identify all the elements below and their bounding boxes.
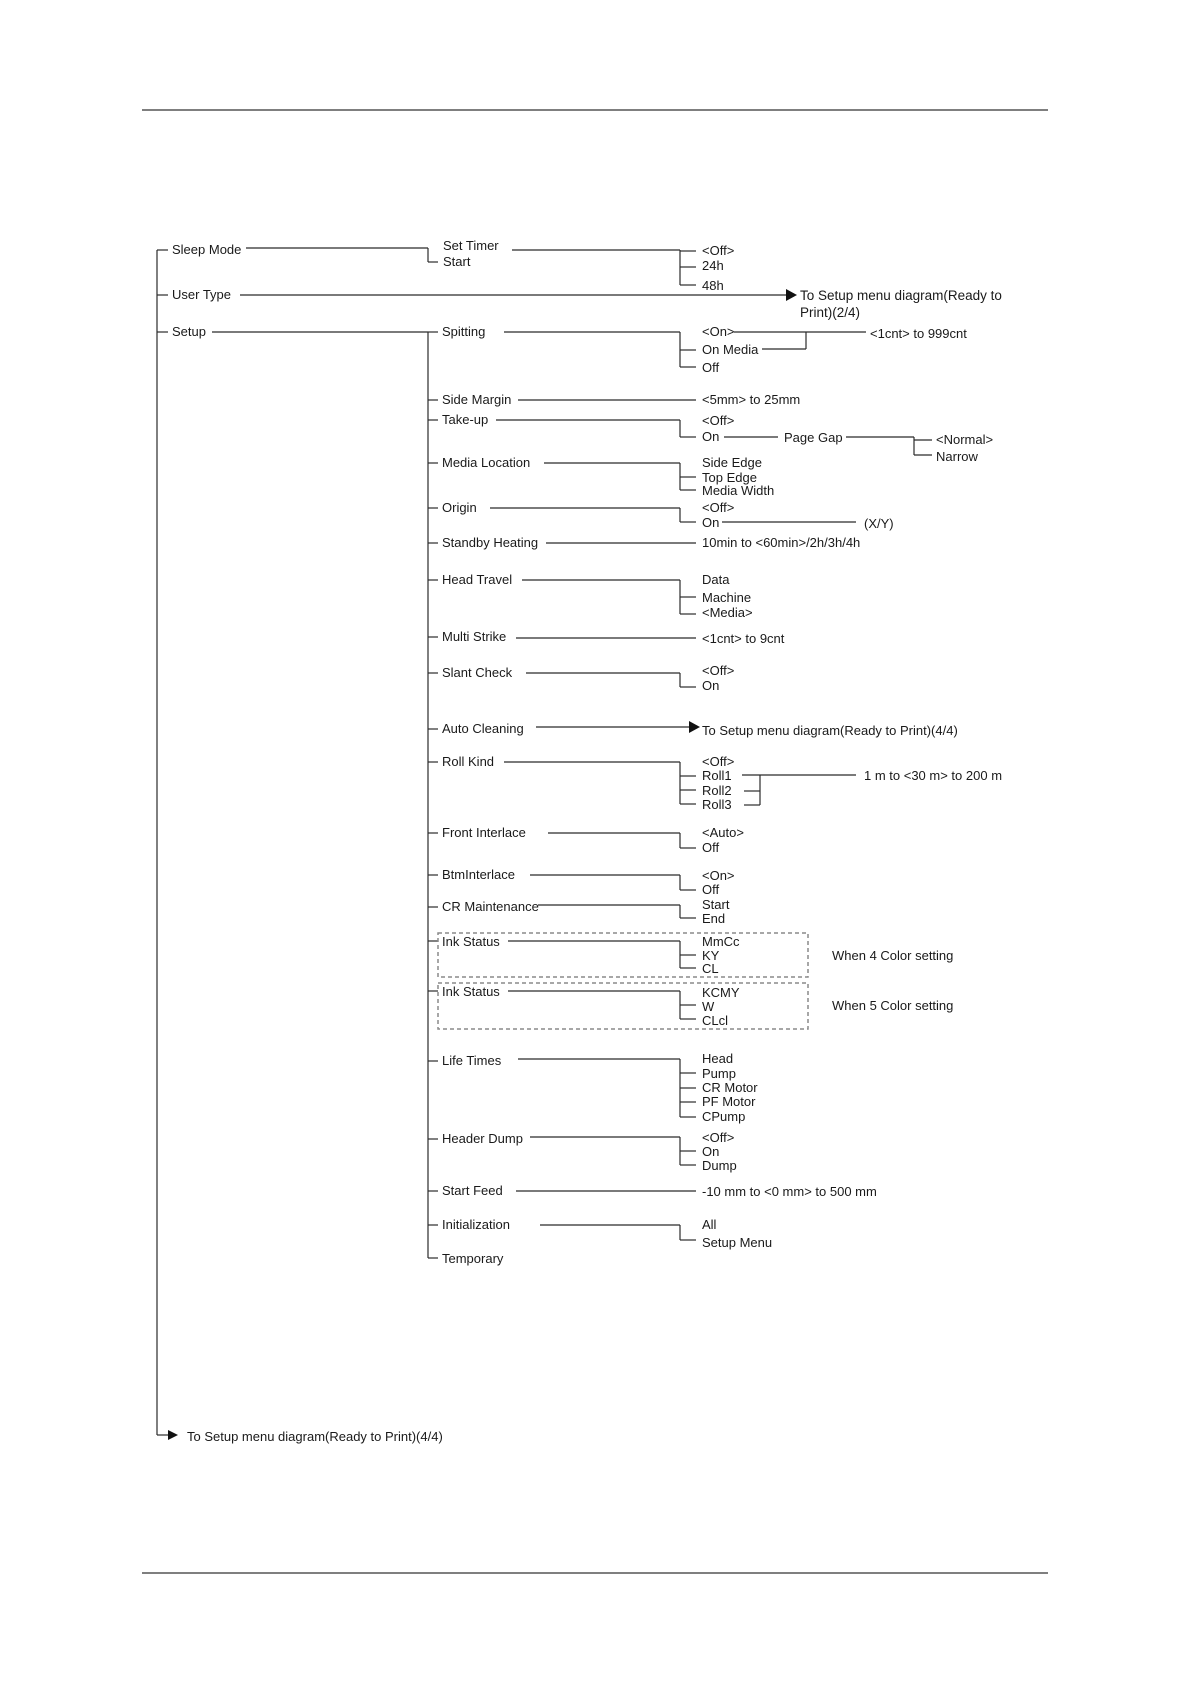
arrow-icon	[689, 721, 700, 733]
media-location-option[interactable]: Side Edge	[702, 455, 762, 470]
temporary-branch	[442, 1251, 504, 1266]
roll-kind-option[interactable]: Roll1	[702, 768, 732, 783]
arrow-icon	[786, 289, 797, 301]
take-up-option[interactable]: On	[702, 429, 720, 444]
user-type-branch	[172, 287, 1002, 320]
standby-heating-label[interactable]: Standby Heating	[442, 535, 539, 550]
header-dump-option[interactable]: On	[702, 1144, 720, 1159]
head-travel-label[interactable]: Head Travel	[442, 572, 513, 587]
standby-heating-value[interactable]: 10min to <60min>/2h/3h/4h	[702, 535, 861, 550]
media-location-branch	[442, 455, 774, 498]
header-dump-option[interactable]: <Off>	[702, 1130, 735, 1145]
auto-cleaning-link[interactable]: To Setup menu diagram(Ready to Print)(4/4)	[702, 723, 958, 738]
slant-check-option[interactable]: <Off>	[702, 663, 735, 678]
initialization-option[interactable]: All	[702, 1217, 717, 1232]
setup-label[interactable]: Setup	[172, 324, 206, 339]
side-margin-value[interactable]: <5mm> to 25mm	[702, 392, 801, 407]
temporary-label[interactable]: Temporary	[442, 1251, 504, 1266]
initialization-option[interactable]: Setup Menu	[702, 1235, 773, 1250]
slant-check-label[interactable]: Slant Check	[442, 665, 513, 680]
arrow-icon	[168, 1430, 178, 1440]
setup-branch	[172, 324, 438, 1258]
root-trunk	[157, 250, 178, 1440]
bottom-link[interactable]: To Setup menu diagram(Ready to Print)(4/4)	[187, 1429, 443, 1444]
multi-strike-label[interactable]: Multi Strike	[442, 629, 507, 644]
ink-status-4-option[interactable]: MmCc	[702, 934, 740, 949]
roll-kind-option[interactable]: Roll2	[702, 783, 732, 798]
life-times-option[interactable]: Head	[702, 1051, 734, 1066]
origin-xy[interactable]: (X/Y)	[864, 516, 894, 531]
multi-strike-value[interactable]: <1cnt> to 9cnt	[702, 631, 785, 646]
header-dump-option[interactable]: Dump	[702, 1158, 737, 1173]
roll-length[interactable]: 1 m to <30 m> to 200 m	[864, 768, 1003, 783]
head-travel-option[interactable]: Data	[702, 572, 730, 587]
take-up-label[interactable]: Take-up	[442, 412, 489, 427]
origin-option[interactable]: <Off>	[702, 500, 735, 515]
spitting-branch	[442, 324, 967, 375]
ink-status-5-option[interactable]: W	[702, 999, 715, 1014]
multi-strike-branch	[442, 629, 785, 646]
spitting-label[interactable]: Spitting	[442, 324, 486, 339]
life-times-label[interactable]: Life Times	[442, 1053, 502, 1068]
sleep-option[interactable]: <Off>	[702, 243, 735, 258]
header-dump-label[interactable]: Header Dump	[442, 1131, 523, 1146]
page-gap-option[interactable]: <Normal>	[936, 432, 994, 447]
page-gap-option[interactable]: Narrow	[936, 449, 978, 464]
ink-status-4-note: When 4 Color setting	[832, 948, 954, 963]
spitting-option[interactable]: <On>	[702, 324, 735, 339]
media-location-option[interactable]: Top Edge	[702, 470, 757, 485]
ink-status-4-branch	[438, 933, 953, 977]
life-times-option[interactable]: CPump	[702, 1109, 746, 1124]
set-timer-label[interactable]: Set Timer	[443, 238, 499, 253]
btm-interlace-branch	[442, 867, 735, 897]
sleep-option[interactable]: 48h	[702, 278, 724, 293]
ink-status-5-branch	[438, 983, 953, 1029]
cr-maintenance-option[interactable]: Start	[702, 897, 730, 912]
head-travel-option[interactable]: <Media>	[702, 605, 753, 620]
slant-check-branch	[442, 663, 734, 693]
ink-status-5-label[interactable]: Ink Status	[442, 984, 500, 999]
start-feed-value[interactable]: -10 mm to <0 mm> to 500 mm	[702, 1184, 877, 1199]
roll-kind-label[interactable]: Roll Kind	[442, 754, 495, 769]
initialization-label[interactable]: Initialization	[442, 1217, 510, 1232]
spitting-option[interactable]: Off	[702, 360, 720, 375]
spitting-option[interactable]: On Media	[702, 342, 759, 357]
auto-cleaning-branch	[442, 721, 958, 738]
front-interlace-branch	[442, 825, 744, 855]
cr-maintenance-label[interactable]: CR Maintenance	[442, 899, 539, 914]
take-up-option[interactable]: <Off>	[702, 413, 735, 428]
btm-interlace-option[interactable]: <On>	[702, 868, 735, 883]
auto-cleaning-label[interactable]: Auto Cleaning	[442, 721, 524, 736]
slant-check-option[interactable]: On	[702, 678, 720, 693]
side-margin-branch	[442, 392, 800, 407]
front-interlace-option[interactable]: <Auto>	[702, 825, 744, 840]
roll-kind-branch	[442, 754, 1002, 812]
btm-interlace-option[interactable]: Off	[702, 882, 720, 897]
ink-status-5-option[interactable]: CLcl	[702, 1013, 729, 1028]
life-times-option[interactable]: Pump	[702, 1066, 736, 1081]
sleep-option[interactable]: 24h	[702, 258, 724, 273]
origin-label[interactable]: Origin	[442, 500, 477, 515]
ink-status-5-option[interactable]: KCMY	[702, 985, 740, 1000]
standby-heating-branch	[442, 535, 860, 550]
start-feed-branch	[442, 1183, 877, 1199]
ink-status-5-note: When 5 Color setting	[832, 998, 954, 1013]
origin-option[interactable]: On	[702, 515, 720, 530]
spitting-count[interactable]: <1cnt> to 999cnt	[870, 326, 967, 341]
roll-kind-option[interactable]: <Off>	[702, 754, 735, 769]
front-interlace-option[interactable]: Off	[702, 840, 720, 855]
side-margin-label[interactable]: Side Margin	[442, 392, 512, 407]
media-location-label[interactable]: Media Location	[442, 455, 531, 470]
sleep-start-label[interactable]: Start	[443, 254, 471, 269]
user-type-link[interactable]: To Setup menu diagram(Ready to	[800, 288, 1002, 303]
user-type-link-cont[interactable]: Print)(2/4)	[800, 305, 861, 320]
life-times-option[interactable]: PF Motor	[702, 1094, 756, 1109]
btm-interlace-label[interactable]: BtmInterlace	[442, 867, 515, 882]
cr-maintenance-option[interactable]: End	[702, 911, 726, 926]
ink-status-4-label[interactable]: Ink Status	[442, 934, 500, 949]
ink-status-4-option[interactable]: CL	[702, 961, 719, 976]
header-dump-branch	[442, 1130, 737, 1173]
initialization-branch	[442, 1217, 772, 1250]
head-travel-branch	[442, 572, 753, 620]
head-travel-option[interactable]: Machine	[702, 590, 752, 605]
ink-status-4-option[interactable]: KY	[702, 948, 720, 963]
life-times-option[interactable]: CR Motor	[702, 1080, 758, 1095]
origin-branch	[442, 500, 894, 531]
page-gap-label[interactable]: Page Gap	[784, 430, 843, 445]
user-type-label[interactable]: User Type	[172, 287, 232, 302]
sleep-mode-branch	[172, 238, 734, 293]
cr-maintenance-branch	[442, 897, 730, 926]
life-times-branch	[442, 1051, 758, 1124]
front-interlace-label[interactable]: Front Interlace	[442, 825, 526, 840]
media-location-option[interactable]: Media Width	[702, 483, 775, 498]
start-feed-label[interactable]: Start Feed	[442, 1183, 503, 1198]
roll-kind-option[interactable]: Roll3	[702, 797, 732, 812]
sleep-mode-label[interactable]: Sleep Mode	[172, 242, 242, 257]
